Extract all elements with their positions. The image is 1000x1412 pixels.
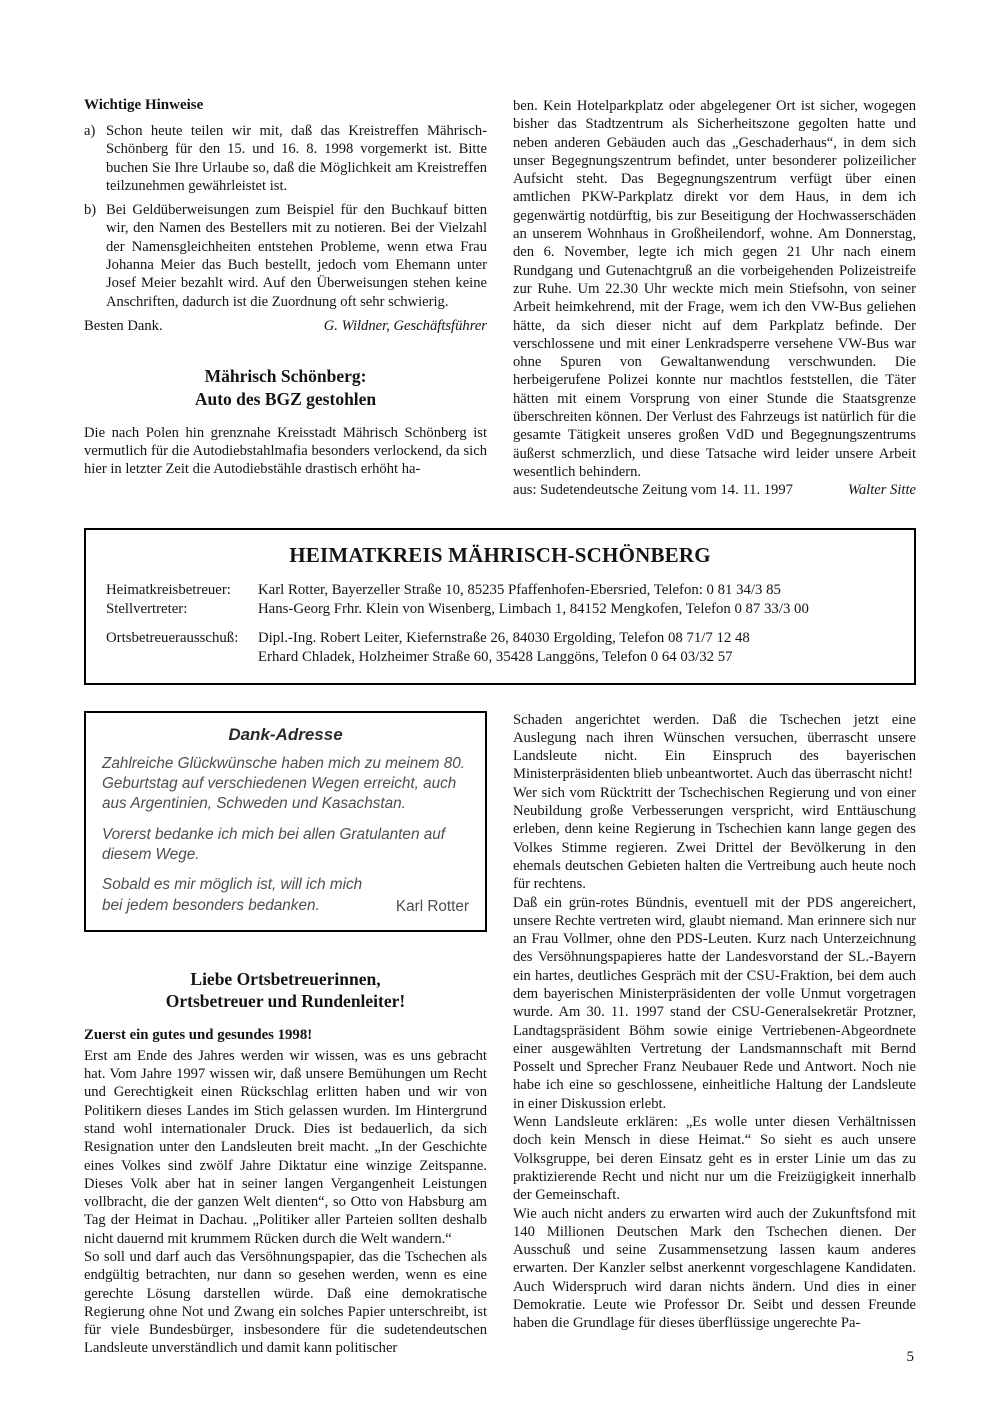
notice-item-a-text: Schon heute teilen wir mit, daß das Kreistreffen Mährisch-Schönberg für den 15. und 16. 8. 1998 vorgemerkt ist. Bitte buchen Sie Ihre Urlaube so, daß die Möglichkeit am Kreistreffen teilzunehmen gewährleistet ist. (106, 123, 487, 194)
stolen-car-article-title (84, 365, 487, 411)
letter-title-line1: Liebe Ortsbetreuerinnen, (190, 968, 381, 989)
thanks-text: Besten Dank. (84, 317, 163, 334)
notice-item-b-marker: b) (84, 202, 97, 219)
letter-title (84, 968, 487, 1013)
letter-title-line2: Ortsbetreuer und Rundenleiter! (165, 991, 406, 1012)
notice-signature-row (84, 317, 487, 335)
stolen-car-title-line2: Auto des BGZ gestohlen (194, 389, 377, 410)
letter-continuation-paragraph: Wie auch nicht anders zu erwarten wird auch der Zukunftsfond mit 140 Millionen Deutschen Mark den Tschechen dienen. Der Ausschuß und seine Zusammensetzung lassen kaum anderes erwarten. Der Kanzler selbst anerkennt vorgeschlagene Kandidaten. Auch Widerspruch wird daran nichts ändern. Und dies in einer Demokratie. Leute wie Professor Dr. Seibt und dessen Freunde haben die Grundlage für dieses überflüssige ungerechte Pa- (513, 1205, 916, 1332)
letter-paragraph: Erst am Ende des Jahres werden wir wissen, was es uns gebracht hat. Vom Jahre 1997 wissen wir, daß unsere Bemühungen um Recht und Gerechtigkeit einen Rückschlag erlitten haben und wir von Politikern dieses Landes im Stich gelassen wurden. Im Hintergrund stand wohl internationaler Druck. Dies ist bedauerlich, da sich Resignation unter den Landsleuten breit macht. „In der Geschichte eines Volkes sind zwölf Jahre Diktatur eine winzige Zeitspanne. Dieses Volk aber hat in seiner langen Vergangenheit Leistungen vollbracht, die der ganzen Welt dienten“, so Otto von Habsburg am Tag der Heimat in Dachau. „Politiker aller Parteien sollten deshalb nicht dauernd mit krummem Rücken durch die Welt wandern.“ (84, 1047, 487, 1247)
letter-continuation-paragraph: Schaden angerichtet werden. Daß die Tschechen jetzt eine Auslegung nach ihren Wünschen versuchen, überrascht unsere Landsleute nicht. Ein Einspruch des bayerischen Ministerpräsidenten blieb unbeantwortet. Auch das überrascht nicht! (513, 711, 916, 783)
notice-item-a-marker: a) (84, 123, 96, 139)
article-source: aus: Sudetendeutsche Zeitung vom 14. 11. 1997 (513, 482, 793, 499)
heimatkreis-row (106, 581, 894, 601)
heimatkreis-box (84, 528, 916, 685)
article-source-row (513, 481, 916, 499)
letter-subheading: Zuerst ein gutes und gesundes 1998! (84, 1026, 313, 1043)
dank-signature: Karl Rotter (395, 897, 469, 915)
heimatkreis-row-value: Erhard Chladek, Holzheimer Straße 60, 35428 Langgöns, Telefon 0 64 03/32 57 (258, 649, 733, 666)
dank-paragraph-2: Vorerst bedanke ich mich bei allen Gratulanten auf diesem Wege. (102, 825, 445, 863)
heimatkreis-title: HEIMATKREIS MÄHRISCH-SCHÖNBERG (289, 542, 711, 567)
page-number: 5 (906, 1349, 914, 1365)
heimatkreis-row-value: Hans-Georg Frhr. Klein von Wisenberg, Limbach 1, 84152 Mengkofen, Telefon 0 87 33/3 00 (258, 601, 809, 618)
heimatkreis-row-label (106, 648, 258, 668)
stolen-car-lead: Die nach Polen hin grenznahe Kreisstadt Mährisch Schönberg ist vermutlich für die Autodiebstahlmafia besonders verlockend, da sich hier in letzter Zeit die Autodiebstähle drastisch erhöht ha- (84, 424, 487, 478)
top-section (84, 97, 916, 500)
stolen-car-continuation: ben. Kein Hotelparkplatz oder abgelegener Ort ist sicher, wogegen bisher das Stadtzentrum als Sicherheitszone gegolten hatte und neben anderen Gebäuden auch das „Geschaderhaus“, in dem sich unser Begegnungszentrum befindet, unter besonderer polizeilicher Aufsicht steht. Das Begegnungszentrum verfügt über einen amtlichen PKW-Parkplatz direkt vor dem Haus, in dem ich gegenwärtig notdürftig, bis zur Beseitigung der Hochwasserschäden an unserem Wohnhaus in Großheilendorf, wohne. Am Donnerstag, den 6. November, legte ich mich gegen 21 Uhr nach einem Rundgang und Gutenachtgruß an die vorbeigehenden Polizeistreife zur Ruhe. Um 22.30 Uhr weckte mich mein Stiefsohn, von seiner Arbeit heimkehrend, mit der Frage, wem ich den VW-Bus geliehen hätte, da sich dieser nicht auf dem Parkplatz befinde. Der verschlossene und mit einer Lenkradsperre versehene VW-Bus war ohne Spuren von Gewaltanwendung verschwunden. Die herbeigerufene Polizei konnte nur machtlos feststellen, die Täter hätten mit einem Vorsprung von einer Stunde die Staatsgrenze überschreiten können. Der Verlust des Fahrzeugs ist natürlich für die gesamte Tätigkeit unseres großen VdD und Begegnungszentrums äußerst schmerzlich, und diese Tatsache wird leider unsere Arbeit wesentlich behindern. (513, 98, 916, 480)
bottom-right-column (513, 711, 916, 1358)
article-author: Walter Sitte (848, 482, 916, 499)
heimatkreis-row-label: Heimatkreisbetreuer: (106, 581, 231, 598)
heimatkreis-row-label: Ortsbetreuerausschuß: (106, 629, 239, 646)
letter-continuation-paragraph: Wer sich vom Rücktritt der Tschechischen Regierung und von einer Neubildung große Verbesserungen verspricht, wird Enttäuschung erleben, denn keine Regierung in Tschechien kann lange gegen des Volkes Stimme regieren. Zwei Drittel der Bevölkerung in den ehemals deutschen Gebieten halten die Vertreibung auch heute noch für rechtens. (513, 784, 916, 893)
manager-signature: G. Wildner, Geschäftsführer (323, 317, 487, 334)
notice-item-b-text: Bei Geldüberweisungen zum Beispiel für den Buchkauf bitten wir, den Namen des Bestellers mit zu notieren. Bei der Vielzahl der Namensgleichheiten entstehen Probleme, wenn etwa Frau Johanna Meier das Buch bestellt, jedoch vom Ehemann unter Josef Meier bezahlt wird. Auf den Überweisungen stehen keine Anschriften, dadurch ist die Zuordnung oft sehr schwierig. (106, 202, 487, 310)
dank-adresse-title: Dank-Adresse (228, 724, 343, 744)
heimatkreis-row-label: Stellvertreter: (106, 601, 188, 618)
heimatkreis-row (106, 648, 894, 668)
bottom-left-column (84, 711, 487, 1358)
heimatkreis-row-value: Dipl.-Ing. Robert Leiter, Kiefernstraße 26, 84030 Ergolding, Telefon 08 71/7 12 48 (258, 629, 750, 646)
bottom-section (84, 711, 916, 1358)
letter-paragraph: So soll und darf auch das Versöhnungspapier, das die Tschechen als endgültig betrachten, nur dann so gesehen werden, wenn es eine gerechte Lösung darstellen würde. Daß eine demokratische Regierung ohne Not und Zwang ein solches Papier unterschreibt, ist für viele Bundesbürger, insbesondere für die sudetendeutschen Landsleute unverständlich und damit kann politischer (84, 1248, 487, 1357)
dank-paragraph-3: Sobald es mir möglich ist, will ich mich bei jedem besonders bedanken. (102, 876, 363, 914)
notice-item-b (84, 201, 487, 311)
top-right-column (513, 97, 916, 500)
notices-heading: Wichtige Hinweise (84, 97, 204, 113)
heimatkreis-row-value: Karl Rotter, Bayerzeller Straße 10, 85235 Pfaffenhofen-Ebersried, Telefon: 0 81 34/3 85 (258, 581, 781, 598)
dank-signature-row (102, 875, 469, 916)
stolen-car-title-line1: Mährisch Schönberg: (204, 366, 367, 387)
heimatkreis-row (106, 629, 894, 649)
top-left-column (84, 97, 487, 500)
letter-continuation-paragraph: Wenn Landsleute erklären: „Es wolle unter diesen Verhältnissen doch kein Mensch in diese Heimat.“ So sieht es auch unsere Volksgruppe, bei deren Einsatz geht es in erster Linie um das zu praktizierende Recht und nicht nur um die Freizügigkeit innerhalb der Gemeinschaft. (513, 1114, 916, 1204)
letter-continuation-paragraph: Daß ein grün-rotes Bündnis, eventuell mit der PDS angereichert, unsere Rechte vertreten wird, glaubt niemand. Man erinnere sich nur an Frau Vollmer, ohne den PDS-Leuten. Kurz nach Unterzeichnung des Versöhnungspapieres hatte der Landesvorstand der SL.-Bayern ein hartes, deutliches Gespräch mit der CSU-Fraktion, bei dem auch dem bayerischen Ministerpräsidenten der volle Unmut vorgetragen wurde. Am 30. 11. 1997 stand der CSU-Generalsekretär Protzner, Landtagspräsident Böhm sowie einige Vertriebenen-Abgeordnete einer ausgewählten Vertretung der Landsmannschaft mit Bernd Posselt und Sprecher Franz Neubauer Rede und Antwort. Noch nie habe ich eine so geschlossene, einheitliche Haltung der Landsleute in einer Diskussion erlebt. (513, 894, 916, 1112)
dank-adresse-box (84, 711, 487, 932)
dank-paragraph-1: Zahlreiche Glückwünsche haben mich zu meinem 80. Geburtstag auf verschiedenen Wegen erreicht, auch aus Argentinien, Schweden und Kasachstan. (102, 754, 466, 813)
notice-item-a (84, 122, 487, 195)
heimatkreis-row (106, 600, 894, 620)
